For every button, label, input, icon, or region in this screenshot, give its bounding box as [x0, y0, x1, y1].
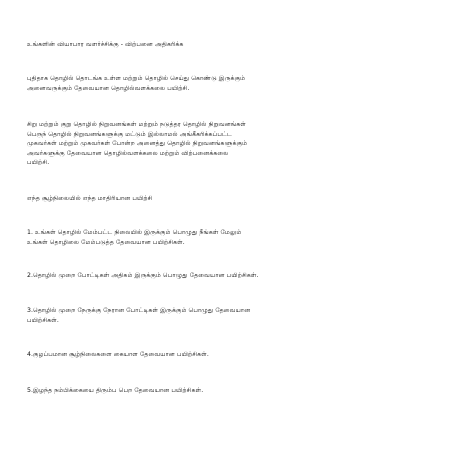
list-item-4 — [27, 350, 427, 360]
paragraph-audience-line-4: அவர்களுக்கு தேவையான தொழில்வளக்கலை மற்றும் விற்பனைக்கலை — [27, 149, 229, 157]
list-item-5-line-1: 5.இழந்த நம்பிக்கையை திரும்ப பெற தேவையான பயிற்சிகள். — [27, 387, 204, 394]
list-item-1 — [27, 228, 427, 247]
paragraph-intro — [27, 74, 427, 93]
list-item-4-line-1: 4.குழப்பமான சூழ்நிலைகளை கையாள தேவையான பயிற்சிகள். — [27, 351, 209, 358]
paragraph-audience-line-1: சிறு மற்றும் குறு தொழில் நிறுவனங்கள் மற்றும் நடுத்தர தொழில் நிறுவனங்கள் — [27, 121, 247, 128]
document-heading — [27, 40, 427, 50]
heading-line: உங்களின் வியாபார வளர்ச்சிக்கு - விற்பனை அதிகரிக்க — [27, 41, 184, 48]
paragraph-audience-line-2: பெருந் தொழில் நிறுவனங்களுக்கு மட்டும் இல்லாமல் அங்கீகரிக்கப்பட்ட — [27, 130, 232, 138]
list-item-1-line-1: 1. உங்கள் தொழில் மேம்பட்ட நிலையில் இருக்கும் பொழுது நீங்கள் மேலும் — [27, 229, 242, 236]
section-heading-line: எந்த சூழ்நிலையில் எந்த மாதிரியான பயிற்சி — [27, 195, 153, 202]
section-heading — [27, 194, 427, 204]
paragraph-intro-line-1: புதிதாக தொழில் தொடங்க உள்ள மற்றும் தொழில் செய்து கொண்டு இருக்கும் — [27, 75, 246, 82]
list-item-3-line-2: பயிற்சிகள். — [27, 316, 59, 324]
paragraph-audience-line-3: முகவர்கள் மற்றும் முகவர்கள் போன்ற அனைத்து தொழில் நிறுவனங்களுக்கும் — [27, 140, 248, 148]
list-item-3 — [27, 306, 427, 325]
list-item-2-line-1: 2.தொழில் முறை போட்டிகள் அதிகம் இருக்கும் பொழுது தேவையான பயிற்சிகள். — [27, 272, 259, 279]
paragraph-audience-line-5: பயிற்சி. — [27, 159, 50, 167]
paragraph-audience — [27, 120, 427, 168]
list-item-5 — [27, 386, 427, 396]
list-item-3-line-1: 3.தொழில் முறை நேருக்கு நேரான போட்டிகள் இருக்கும் பொழுது தேவையான — [27, 307, 251, 314]
list-item-2 — [27, 271, 427, 281]
paragraph-intro-line-2: அனைவருக்கும் தேவையான தொழில்வளக்கலை பயிற்சி. — [27, 84, 190, 92]
list-item-1-line-2: உங்கள் தொழிலை மேம்படுத்த தேவையான பயிற்சிகள். — [27, 238, 185, 246]
